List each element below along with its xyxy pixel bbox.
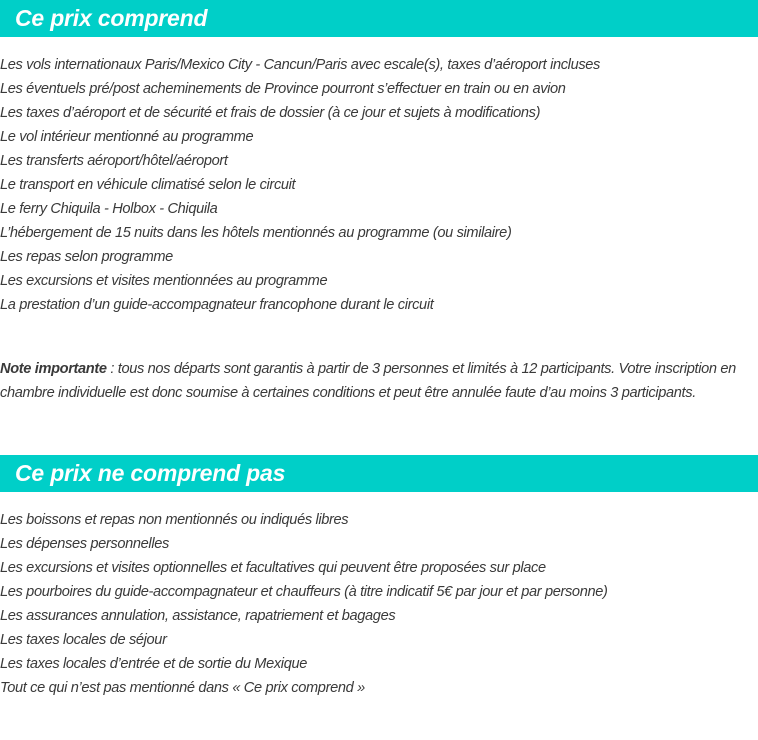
list-item: Le ferry Chiquila - Holbox - Chiquila xyxy=(0,201,218,217)
list-item: Les excursions et visites optionnelles et facultatives qui peuvent être proposées sur place xyxy=(0,560,546,576)
excludes-section-header xyxy=(0,455,758,492)
list-item: L’hébergement de 15 nuits dans les hôtels mentionnés au programme (ou similaire) xyxy=(0,225,512,241)
list-item: Le transport en véhicule climatisé selon le circuit xyxy=(0,177,296,193)
list-item: Les pourboires du guide-accompagnateur et chauffeurs (à titre indicatif 5€ par jour et par personne) xyxy=(0,584,608,600)
list-item: Les éventuels pré/post acheminements de Province pourront s’effectuer en train ou en avion xyxy=(0,81,566,97)
important-note-text: : tous nos départs sont garantis à partir de 3 personnes et limités à 12 participants. Votre inscription en chambre individuelle est donc soumise à certaines conditions et peut être annulée faute d’au moins 3 participants. xyxy=(0,361,736,401)
list-item: Les taxes locales d’entrée et de sortie du Mexique xyxy=(0,656,307,672)
list-item: Le vol intérieur mentionné au programme xyxy=(0,129,254,145)
list-item: Les vols internationaux Paris/Mexico City - Cancun/Paris avec escale(s), taxes d’aéroport incluses xyxy=(0,57,600,73)
list-item: Les boissons et repas non mentionnés ou indiqués libres xyxy=(0,512,349,528)
list-item: Les assurances annulation, assistance, rapatriement et bagages xyxy=(0,608,396,624)
list-item: Les taxes locales de séjour xyxy=(0,632,167,648)
list-item: Les transferts aéroport/hôtel/aéroport xyxy=(0,153,228,169)
excludes-section-title: Ce prix ne comprend pas xyxy=(15,460,286,486)
includes-list xyxy=(0,53,600,317)
list-item: Les dépenses personnelles xyxy=(0,536,169,552)
important-note xyxy=(0,357,750,405)
list-item: Tout ce qui n’est pas mentionné dans « Ce prix comprend » xyxy=(0,680,365,696)
list-item: Les excursions et visites mentionnées au programme xyxy=(0,273,328,289)
includes-section-header xyxy=(0,0,758,37)
includes-section-title: Ce prix comprend xyxy=(15,5,208,31)
excludes-list xyxy=(0,508,608,700)
list-item: Les repas selon programme xyxy=(0,249,173,265)
list-item: Les taxes d’aéroport et de sécurité et frais de dossier (à ce jour et sujets à modifications) xyxy=(0,105,541,121)
list-item: La prestation d’un guide-accompagnateur francophone durant le circuit xyxy=(0,297,434,313)
important-note-label: Note importante xyxy=(0,361,107,377)
